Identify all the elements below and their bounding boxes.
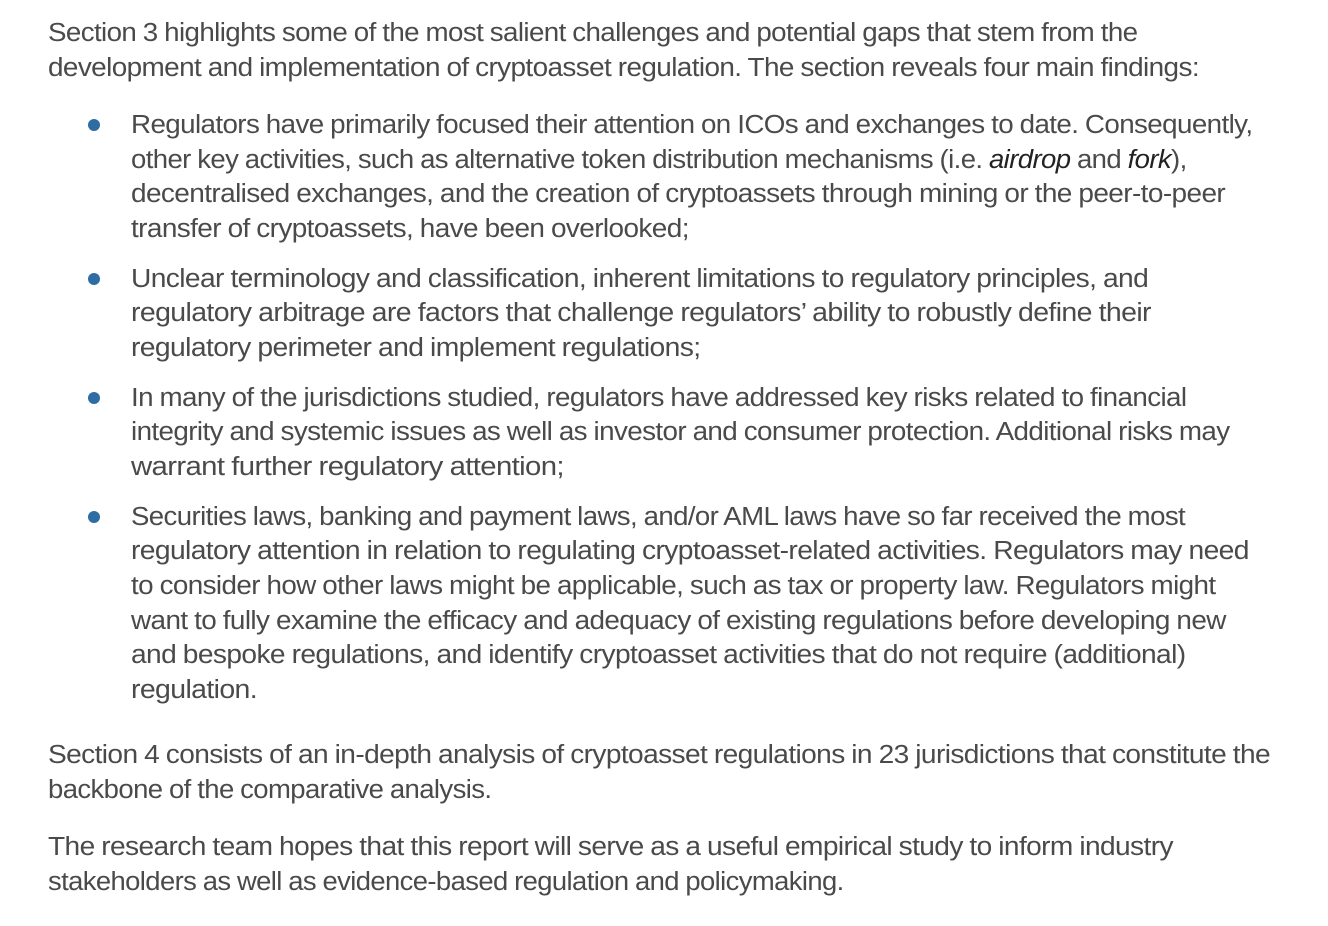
text-segment: other key activities, such as alternative token distribution mechanisms (i.e.: [131, 146, 989, 174]
bullet-icon: [88, 511, 100, 523]
italic-term-airdrop: airdrop: [988, 146, 1071, 174]
bullet-icon: [88, 273, 100, 285]
italic-term-fork: fork: [1127, 146, 1172, 174]
text-line: development and implementation of cryptoasset regulation. The section reveals four main findings:: [48, 54, 1199, 82]
text-line: Securities laws, banking and payment laws, and/or AML laws have so far received the most: [131, 503, 1186, 531]
text-line: The research team hopes that this report will serve as a useful empirical study to inform industry: [48, 833, 1173, 861]
text-line: transfer of cryptoassets, have been overlooked;: [131, 215, 689, 243]
text-line: decentralised exchanges, and the creation of cryptoassets through mining or the peer-to-peer: [131, 180, 1226, 208]
text-line: and bespoke regulations, and identify cryptoasset activities that do not require (additional): [131, 641, 1186, 669]
text-segment: and: [1070, 146, 1128, 174]
text-line: warrant further regulatory attention;: [131, 453, 564, 481]
text-segment: ),: [1171, 146, 1187, 174]
text-line: Unclear terminology and classification, inherent limitations to regulatory principles, and: [131, 265, 1149, 293]
text-line: backbone of the comparative analysis.: [48, 776, 492, 804]
bullet-icon: [88, 392, 100, 404]
text-line: regulatory attention in relation to regulating cryptoasset-related activities. Regulators may need: [131, 537, 1249, 565]
text-line: Section 3 highlights some of the most salient challenges and potential gaps that stem from the: [48, 19, 1138, 47]
text-line: want to fully examine the efficacy and adequacy of existing regulations before developing new: [131, 607, 1226, 635]
text-line: [131, 143, 1187, 178]
text-line: integrity and systemic issues as well as investor and consumer protection. Additional risks may: [131, 418, 1230, 446]
bullet-icon: [88, 119, 100, 131]
text-line: stakeholders as well as evidence-based regulation and policymaking.: [48, 868, 844, 896]
text-line: Regulators have primarily focused their attention on ICOs and exchanges to date. Consequently,: [131, 111, 1253, 139]
text-line: to consider how other laws might be applicable, such as tax or property law. Regulators might: [131, 572, 1216, 600]
text-line: Section 4 consists of an in-depth analysis of cryptoasset regulations in 23 jurisdictions that constitute the: [48, 741, 1271, 769]
text-line: In many of the jurisdictions studied, regulators have addressed key risks related to financial: [131, 384, 1187, 412]
text-line: regulatory perimeter and implement regulations;: [131, 334, 701, 362]
text-line: regulatory arbitrage are factors that challenge regulators’ ability to robustly define their: [131, 299, 1151, 327]
text-line: regulation.: [131, 676, 258, 704]
